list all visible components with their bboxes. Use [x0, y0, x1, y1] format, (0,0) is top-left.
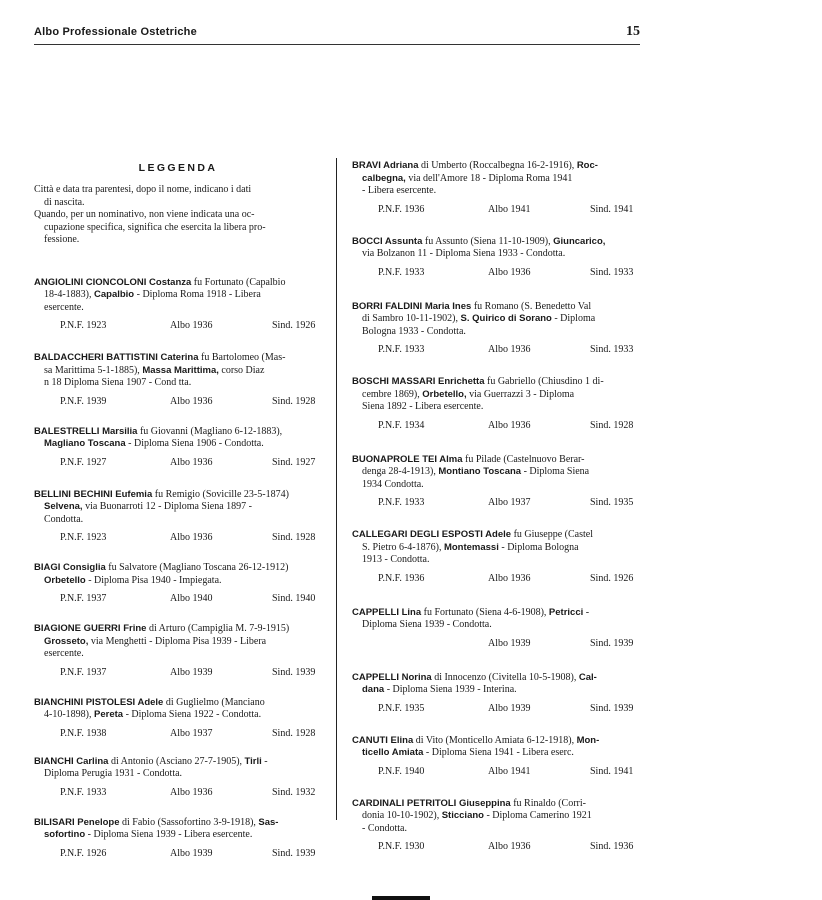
entry-albo: Albo 1936 — [170, 456, 213, 468]
entry-albo: Albo 1936 — [488, 419, 531, 431]
entry-status: n 18 Diploma Siena 1907 - Cond tta. — [44, 377, 192, 388]
entry-birth-info: fu Gabriello (Chiusdino 1 di- — [487, 376, 604, 387]
entry-line — [352, 542, 644, 555]
entry-sind: Sind. 1926 — [590, 572, 634, 584]
entry-registration-row — [352, 638, 644, 652]
entry-line — [352, 810, 644, 823]
entry-diploma: - Diploma Bologna — [501, 541, 579, 553]
entry-text — [352, 607, 644, 632]
entry-birth-info: di Guglielmo (Manciano — [165, 696, 265, 708]
entry-registration-row — [352, 841, 644, 855]
entry-place: Massa Marittima, — [142, 364, 219, 376]
entry-name: BIAGI Consiglia — [34, 562, 106, 573]
entry-registration-row — [34, 667, 322, 681]
entry-place: Tirli — [244, 755, 262, 767]
entry-name: CAPPELLI Lina — [352, 606, 422, 618]
legend-line: Quando, per un nominativo, non viene indicata una oc- — [34, 209, 255, 220]
entry-registration-row — [34, 848, 322, 862]
entry-sind: Sind. 1928 — [272, 532, 316, 543]
entry-status: esercente. — [44, 648, 84, 659]
entry-birth-info: fu Giuseppe (Castel — [513, 529, 593, 540]
entry-text-fragment: S. Pietro 6-4-1876), — [362, 541, 442, 553]
entry-name: BRAVI Adriana — [352, 160, 419, 171]
entry-line — [352, 313, 644, 326]
entry-name: BUONAPROLE TEI Alma — [352, 453, 463, 465]
entry-name: BELLINI BECHINI Eufemia — [34, 488, 153, 500]
entry-diploma: - Diploma Siena 1906 - Condotta. — [128, 438, 264, 449]
entry-birth-info: fu Salvatore (Magliano Toscana 26-12-1912) — [108, 562, 289, 573]
entry-text — [34, 352, 322, 390]
entry-birth-info: fu Rinaldo (Corri- — [513, 797, 586, 809]
entry-name: BALESTRELLI Marsilia — [34, 425, 138, 437]
entry-sind: Sind. 1939 — [590, 702, 634, 714]
register-entry — [34, 697, 322, 742]
entry-registration-row — [352, 420, 644, 434]
entry-albo: Albo 1941 — [488, 203, 531, 215]
register-entry — [34, 489, 322, 547]
entry-line — [34, 768, 322, 781]
entry-albo: Albo 1936 — [170, 395, 213, 407]
legend-text — [34, 184, 322, 247]
entry-sind: Sind. 1939 — [272, 847, 316, 859]
entry-albo: Albo 1939 — [170, 666, 213, 678]
entry-diploma: - Diploma Siena — [523, 466, 590, 477]
entry-pnf: P.N.F. 1939 — [60, 395, 107, 407]
entry-albo: Albo 1939 — [488, 637, 531, 649]
entry-sind: Sind. 1927 — [272, 456, 316, 468]
entry-place: Sas- — [258, 816, 279, 828]
left-column — [34, 156, 322, 876]
entry-text — [352, 672, 644, 697]
entry-text — [352, 735, 644, 760]
entry-registration-row — [34, 532, 322, 546]
entry-albo: Albo 1936 — [170, 320, 213, 331]
entry-status: esercente. — [44, 301, 84, 313]
entry-diploma: - Diploma Siena 1922 - Condotta. — [125, 709, 262, 720]
footer-bar — [372, 896, 430, 900]
entry-name: BILISARI Penelope — [34, 816, 120, 828]
entry-birth-info: fu Fortunato (Capalbio — [193, 276, 286, 288]
register-entry — [34, 426, 322, 471]
entry-name: BOCCI Assunta — [352, 235, 423, 247]
register-entry — [34, 352, 322, 410]
right-entry-list — [352, 160, 644, 855]
entry-line — [34, 289, 322, 302]
entry-birth-info: fu Giovanni (Magliano 6-12-1883), — [139, 425, 283, 437]
page-header — [34, 24, 640, 44]
legend-line: di nascita. — [44, 196, 85, 208]
entry-place: Selvena, — [44, 501, 83, 512]
entry-line — [34, 648, 322, 661]
entry-text — [352, 160, 644, 198]
entry-registration-row — [34, 728, 322, 742]
entry-birth-info: di Vito (Monticello Amiata 6-12-1918), — [415, 734, 575, 746]
entry-sind: Sind. 1926 — [272, 320, 316, 331]
entry-pnf: P.N.F. 1927 — [60, 456, 107, 468]
entry-name: BALDACCHERI BATTISTINI Caterina — [34, 352, 199, 363]
entry-text — [352, 301, 644, 339]
register-entry — [352, 529, 644, 587]
entry-name: CAPPELLI Norina — [352, 671, 432, 683]
entry-text — [34, 697, 322, 722]
entry-status: Condotta. — [44, 513, 84, 525]
entry-line — [34, 365, 322, 378]
entry-diploma: - Diploma Siena 1939 - Interina. — [386, 684, 517, 695]
entry-pnf: P.N.F. 1926 — [60, 847, 107, 859]
register-entry — [34, 277, 322, 335]
right-column — [352, 160, 644, 869]
entry-birth-info: fu Bartolomeo (Mas- — [201, 352, 286, 363]
entry-line — [34, 302, 322, 315]
entry-sind: Sind. 1941 — [590, 765, 634, 777]
entry-text — [34, 489, 322, 527]
entry-pnf: P.N.F. 1933 — [378, 344, 425, 355]
register-entry — [352, 301, 644, 359]
entry-sind: Sind. 1940 — [272, 593, 316, 604]
entry-sind: Sind. 1939 — [590, 637, 634, 649]
entry-albo: Albo 1937 — [170, 727, 213, 739]
entry-albo: Albo 1937 — [488, 497, 531, 508]
entry-place: S. Quirico di Sorano — [460, 313, 552, 324]
entry-name: ANGIOLINI CIONCOLONI Costanza — [34, 276, 192, 288]
legend-line: Città e data tra parentesi, dopo il nome, indicano i dati — [34, 184, 252, 195]
entry-name: BIANCHINI PISTOLESI Adele — [34, 696, 164, 708]
entry-diploma: - Diploma Siena 1939 - Libera esercente. — [87, 829, 253, 840]
entry-name: BOSCHI MASSARI Enrichetta — [352, 376, 485, 387]
register-entry — [352, 454, 644, 512]
entry-diploma: - Diploma Siena 1941 - Libera eserc. — [425, 747, 574, 758]
entry-line — [352, 684, 644, 697]
entry-text-fragment: Diploma Perugia 1931 - Condotta. — [44, 768, 183, 779]
entry-sind: Sind. 1928 — [272, 395, 316, 407]
entry-pnf: P.N.F. 1940 — [378, 765, 425, 777]
entry-birth-info: di Innocenzo (Civitella 10-5-1908), — [434, 671, 577, 683]
entry-status: Bologna 1933 - Condotta. — [362, 325, 466, 337]
entry-text-fragment: sa Marittima 5-1-1885), — [44, 364, 140, 376]
entry-sind: Sind. 1936 — [590, 841, 634, 852]
entry-diploma: via Buonarroti 12 - Diploma Siena 1897 - — [85, 501, 252, 512]
entry-line — [34, 829, 322, 842]
entry-text — [34, 562, 322, 587]
entry-sind: Sind. 1941 — [590, 203, 634, 215]
entry-pnf: P.N.F. 1923 — [60, 320, 107, 331]
entry-birth-info: di Umberto (Roccalbegna 16-2-1916), — [421, 160, 575, 171]
entry-registration-row — [352, 573, 644, 587]
entry-place: calbegna, — [362, 172, 406, 184]
entry-text — [34, 426, 322, 451]
entry-line — [34, 438, 322, 451]
entry-place: Petricci — [548, 606, 584, 618]
entry-status: Siena 1892 - Libera esercente. — [362, 401, 484, 412]
entry-text-fragment: - — [264, 755, 268, 767]
entry-pnf: P.N.F. 1938 — [60, 727, 107, 739]
entry-place: Montemassi — [443, 541, 499, 553]
entry-albo: Albo 1936 — [170, 786, 213, 798]
entry-albo: Albo 1936 — [488, 266, 531, 278]
entry-sind: Sind. 1933 — [590, 266, 634, 278]
entry-text-fragment: 4-10-1898), — [44, 709, 92, 720]
entry-registration-row — [352, 766, 644, 780]
entry-text — [352, 798, 644, 836]
entry-registration-row — [34, 593, 322, 607]
entry-text-fragment: donia 10-10-1902), — [362, 810, 440, 821]
entry-albo: Albo 1936 — [488, 841, 531, 852]
register-entry — [352, 376, 644, 434]
entry-line — [352, 823, 644, 836]
entry-registration-row — [352, 204, 644, 218]
entry-sind: Sind. 1928 — [590, 419, 634, 431]
entry-diploma: corso Diaz — [221, 364, 265, 376]
entry-text — [352, 236, 644, 261]
entry-diploma: - Diploma Pisa 1940 - Impiegata. — [88, 574, 222, 586]
entry-albo: Albo 1936 — [488, 572, 531, 584]
register-entry — [352, 236, 644, 281]
entry-place: Giuncarico, — [553, 235, 606, 247]
register-entry — [352, 672, 644, 717]
entry-sind: Sind. 1935 — [590, 497, 634, 508]
entry-line — [352, 479, 644, 492]
entry-pnf: P.N.F. 1933 — [378, 266, 425, 278]
entry-text — [34, 756, 322, 781]
entry-line — [352, 326, 644, 339]
entry-birth-info: di Fabio (Sassofortino 3-9-1918), — [122, 816, 256, 828]
entry-place: Pereta — [94, 709, 124, 720]
entry-registration-row — [352, 497, 644, 511]
entry-text — [34, 623, 322, 661]
entry-diploma: via Menghetti - Diploma Pisa 1939 - Libera — [90, 635, 267, 647]
entry-birth-info: di Arturo (Campiglia M. 7-9-1915) — [148, 623, 290, 634]
header-rule — [34, 44, 640, 45]
entry-place: Orbetello, — [422, 388, 467, 400]
entry-birth-info: fu Pilade (Castelnuovo Berar- — [465, 453, 585, 465]
entry-place: Mon- — [576, 734, 600, 746]
entry-text — [352, 454, 644, 492]
entry-registration-row — [34, 787, 322, 801]
entry-line — [34, 636, 322, 649]
register-entry — [352, 160, 644, 218]
entry-sind: Sind. 1939 — [272, 666, 316, 678]
entry-line — [352, 619, 644, 632]
entry-albo: Albo 1936 — [488, 344, 531, 355]
entry-diploma: - Diploma Camerino 1921 — [486, 810, 592, 821]
left-entry-list — [34, 277, 322, 862]
entry-text-fragment: via Bolzanon 11 - Diploma Siena 1933 - Condotta. — [362, 248, 566, 259]
entry-line — [34, 709, 322, 722]
entry-diploma: via dell'Amore 18 - Diploma Roma 1941 — [408, 172, 573, 184]
entry-place: Cal- — [578, 671, 597, 683]
entry-albo: Albo 1941 — [488, 765, 531, 777]
entry-albo: Albo 1939 — [488, 702, 531, 714]
entry-line — [34, 501, 322, 514]
legend-line: fessione. — [44, 234, 80, 245]
entry-text-fragment: Diploma Siena 1939 - Condotta. — [362, 619, 492, 630]
entry-registration-row — [352, 344, 644, 358]
entry-sind: Sind. 1928 — [272, 727, 316, 739]
legend-line: cupazione specifica, significa che esercita la libera pro- — [44, 221, 266, 233]
entry-name: BIAGIONE GUERRI Frine — [34, 623, 147, 634]
entry-albo: Albo 1940 — [170, 593, 213, 604]
register-entry — [352, 607, 644, 652]
entry-place: Montiano Toscana — [438, 466, 522, 477]
entry-place: dana — [362, 684, 385, 695]
entry-pnf: P.N.F. 1923 — [60, 532, 107, 543]
entry-line — [352, 173, 644, 186]
entry-place: Magliano Toscana — [44, 438, 126, 449]
entry-text — [352, 529, 644, 567]
entry-line — [34, 575, 322, 588]
entry-status: - Condotta. — [362, 822, 407, 834]
legend-title: LEGGENDA — [138, 162, 218, 174]
entry-pnf: P.N.F. 1933 — [60, 786, 107, 798]
entry-pnf: P.N.F. 1934 — [378, 419, 425, 431]
entry-sind: Sind. 1932 — [272, 786, 316, 798]
entry-sind: Sind. 1933 — [590, 344, 634, 355]
running-title: Albo Professionale Ostetriche — [34, 26, 197, 38]
entry-pnf: P.N.F. 1937 — [60, 666, 107, 678]
entry-line — [352, 248, 644, 261]
entry-line — [352, 389, 644, 402]
entry-status: - Libera esercente. — [362, 185, 437, 196]
entry-line — [352, 401, 644, 414]
entry-pnf: P.N.F. 1937 — [60, 593, 107, 604]
entry-line — [352, 466, 644, 479]
entry-text-fragment: di Sambro 10-11-1902), — [362, 313, 459, 324]
entry-diploma: via Guerrazzi 3 - Diploma — [469, 388, 575, 400]
entry-place: Capalbio — [94, 289, 135, 300]
column-divider — [336, 158, 337, 820]
entry-name: CARDINALI PETRITOLI Giuseppina — [352, 797, 511, 809]
entry-place: Roc- — [576, 160, 598, 171]
entry-line — [34, 514, 322, 527]
entry-name: CANUTI Elina — [352, 734, 414, 746]
entry-text-fragment: 18-4-1883), — [44, 289, 92, 300]
entry-text-fragment: - — [585, 606, 590, 618]
entry-pnf: P.N.F. 1936 — [378, 203, 425, 215]
entry-pnf: P.N.F. 1935 — [378, 702, 425, 714]
entry-name: BORRI FALDINI Maria Ines — [352, 300, 472, 312]
entry-birth-info: fu Romano (S. Benedetto Val — [473, 300, 592, 312]
entry-line — [352, 185, 644, 198]
entry-name: BIANCHI Carlina — [34, 755, 109, 767]
register-entry — [34, 756, 322, 801]
entry-text-fragment: cembre 1869), — [362, 388, 420, 400]
entry-pnf: P.N.F. 1930 — [378, 841, 425, 852]
entry-line — [34, 377, 322, 390]
entry-albo: Albo 1936 — [170, 532, 213, 543]
entry-text-fragment: denga 28-4-1913), — [362, 466, 436, 477]
entry-registration-row — [34, 320, 322, 334]
entry-text — [34, 817, 322, 842]
entry-registration-row — [352, 267, 644, 281]
entry-birth-info: fu Fortunato (Siena 4-6-1908), — [423, 606, 547, 618]
entry-place: Sticciano — [441, 810, 484, 821]
entry-place: Orbetello — [44, 574, 86, 586]
register-entry — [34, 817, 322, 862]
entry-place: Grosseto, — [44, 635, 89, 647]
register-entry — [352, 798, 644, 856]
entry-birth-info: fu Remigio (Sovicille 23-5-1874) — [154, 488, 289, 500]
register-entry — [34, 623, 322, 681]
entry-registration-row — [34, 396, 322, 410]
entry-pnf: P.N.F. 1933 — [378, 497, 425, 508]
entry-birth-info: di Antonio (Asciano 27-7-1905), — [110, 755, 243, 767]
entry-status: 1913 - Condotta. — [362, 554, 430, 565]
entry-diploma: - Diploma — [554, 313, 596, 324]
entry-birth-info: fu Assunto (Siena 11-10-1909), — [424, 235, 551, 247]
entry-line — [352, 554, 644, 567]
register-entry — [352, 735, 644, 780]
entry-status: 1934 Condotta. — [362, 478, 424, 490]
entry-registration-row — [34, 457, 322, 471]
entry-place: sofortino — [44, 829, 86, 840]
entry-name: CALLEGARI DEGLI ESPOSTI Adele — [352, 529, 512, 540]
register-entry — [34, 562, 322, 607]
entry-diploma: - Diploma Roma 1918 - Libera — [136, 289, 261, 300]
entry-place: ticello Amiata — [362, 747, 424, 758]
entry-line — [352, 747, 644, 760]
entry-text — [352, 376, 644, 414]
entry-text — [34, 277, 322, 315]
entry-registration-row — [352, 703, 644, 717]
entry-pnf: P.N.F. 1936 — [378, 572, 425, 584]
page-number: 15 — [626, 24, 640, 39]
entry-albo: Albo 1939 — [170, 847, 213, 859]
